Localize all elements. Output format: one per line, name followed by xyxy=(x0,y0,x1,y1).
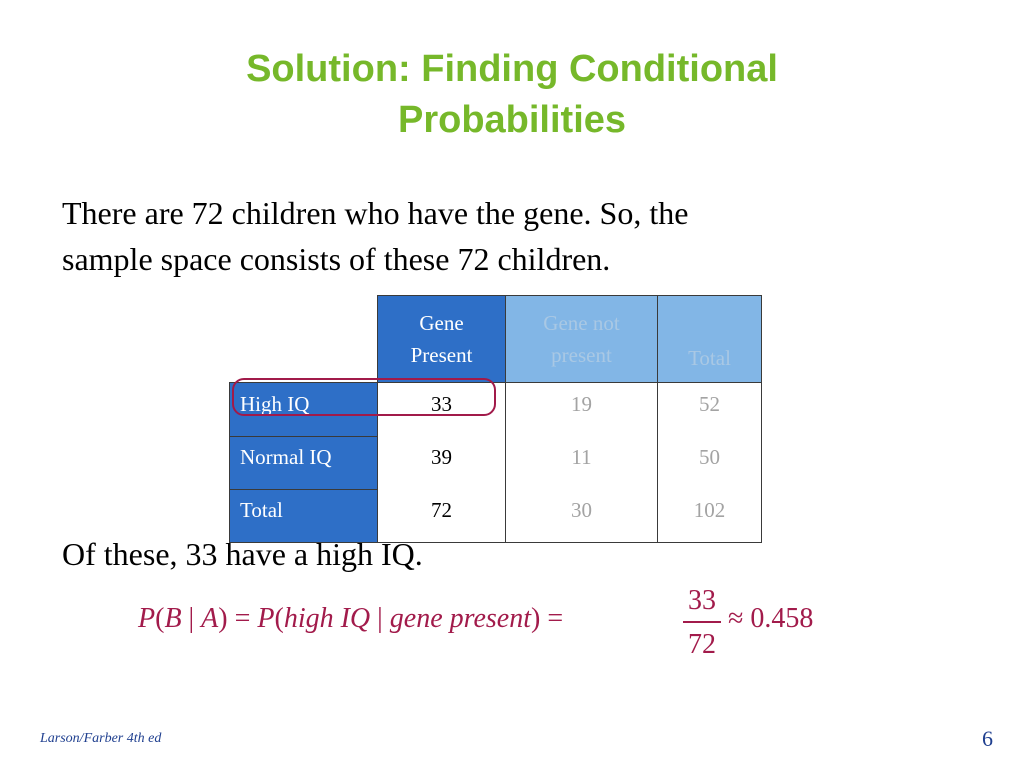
header-gene-present-line2: Present xyxy=(410,343,473,367)
table-row xyxy=(230,437,762,490)
formula-gene-present: gene present xyxy=(389,603,532,634)
formula-result: ≈ 0.458 xyxy=(728,603,814,634)
intro-paragraph xyxy=(62,190,962,282)
formula-lhs: P(B | A) = P(high IQ | gene present) = xyxy=(138,603,564,634)
cell-total-gene-not-present: 30 xyxy=(506,490,658,543)
header-gene-present-line1: Gene xyxy=(419,311,464,335)
table-header-row xyxy=(230,296,762,383)
intro-line-1: There are 72 children who have the gene. So, the xyxy=(62,195,689,231)
formula-given-bar-2: | xyxy=(377,603,383,634)
page-number: 6 xyxy=(982,726,993,751)
formula-numerator: 33 xyxy=(688,585,716,616)
header-total: Total xyxy=(658,296,762,383)
formula-p1: P xyxy=(138,603,156,634)
conditional-probability-formula xyxy=(138,583,858,663)
table-corner-cell xyxy=(230,296,378,383)
slide-title xyxy=(112,44,912,146)
intro-line-2: sample space consists of these 72 children. xyxy=(62,241,611,277)
cell-normal-iq-gene-present: 39 xyxy=(378,437,506,490)
formula-fraction-bar xyxy=(683,621,721,623)
header-gene-present xyxy=(378,296,506,383)
formula-a: A xyxy=(201,603,219,634)
header-gene-not-line1: Gene not xyxy=(543,311,620,335)
formula-denominator: 72 xyxy=(688,629,716,660)
cell-high-iq-total: 52 xyxy=(658,383,762,437)
cell-high-iq-gene-present: 33 xyxy=(378,383,506,437)
cell-grand-total: 102 xyxy=(658,490,762,543)
cell-total-gene-present: 72 xyxy=(378,490,506,543)
row-label-total: Total xyxy=(230,490,378,543)
formula-fraction xyxy=(683,583,721,663)
title-line-1: Solution: Finding Conditional xyxy=(246,48,778,90)
row-label-high-iq: High IQ xyxy=(230,383,378,437)
cell-high-iq-gene-not-present: 19 xyxy=(506,383,658,437)
title-line-2: Probabilities xyxy=(397,99,627,141)
cell-normal-iq-gene-not-present: 11 xyxy=(506,437,658,490)
formula-b: B xyxy=(164,603,182,634)
footer-source: Larson/Farber 4th ed xyxy=(40,731,162,746)
contingency-table xyxy=(229,295,762,543)
cell-normal-iq-total: 50 xyxy=(658,437,762,490)
row-label-normal-iq: Normal IQ xyxy=(230,437,378,490)
header-gene-not-line2: present xyxy=(551,343,612,367)
formula-high-iq: high IQ xyxy=(283,603,371,634)
formula-p2: P xyxy=(257,603,275,634)
formula-given-bar-1: | xyxy=(188,603,195,634)
table-row xyxy=(230,383,762,437)
high-iq-statement: Of these, 33 have a high IQ. xyxy=(62,536,423,572)
header-gene-not-present xyxy=(506,296,658,383)
